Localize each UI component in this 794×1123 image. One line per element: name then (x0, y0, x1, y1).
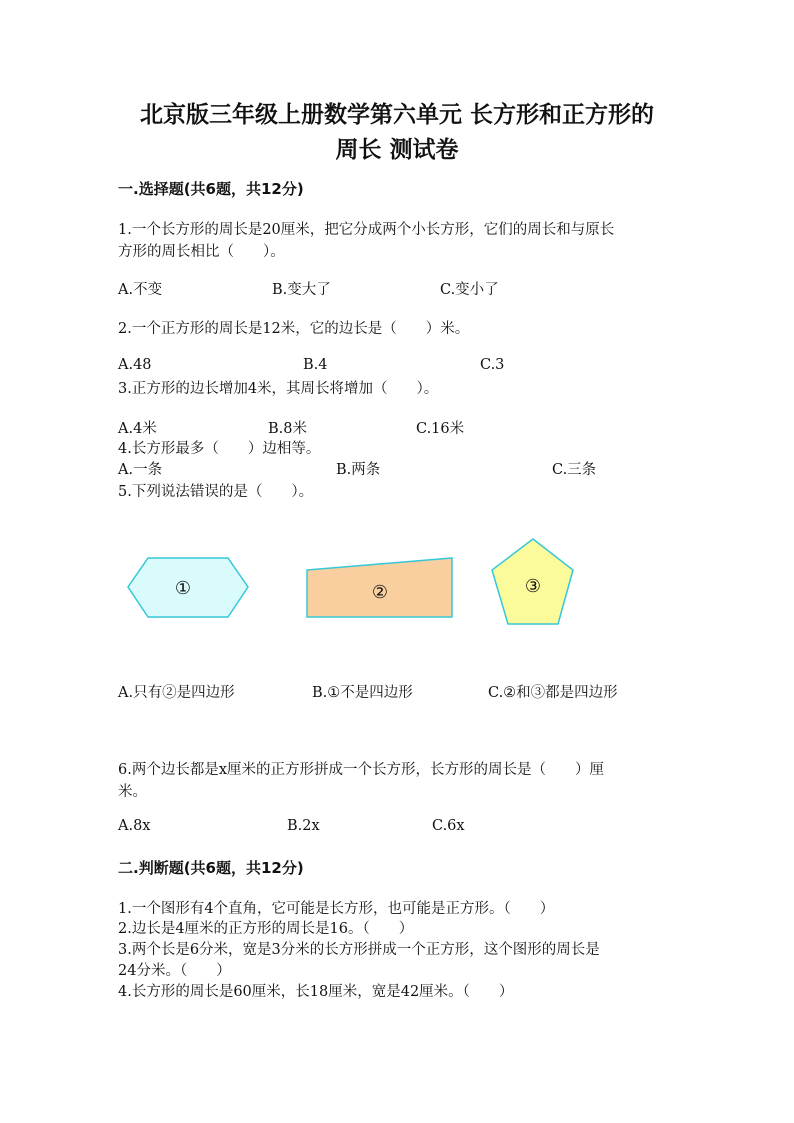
question-2-option-b: B.4 (303, 357, 328, 373)
question-4-text: 4.长方形最多（ ）边相等。 (118, 441, 321, 457)
question-5-option-b: B.①不是四边形 (312, 685, 413, 701)
judgement-3-text-line-2: 24分米。（ ） (118, 963, 231, 979)
question-5-option-a: A.只有②是四边形 (118, 685, 235, 701)
question-6-text-line-2: 米。 (118, 784, 147, 800)
question-1-text-line-1: 1.一个长方形的周长是20厘米，把它分成两个小长方形，它们的周长和与原长 (118, 222, 615, 238)
question-6-option-c: C.6x (432, 818, 465, 834)
question-3-text: 3.正方形的边长增加4米，其周长将增加（ ）。 (118, 381, 439, 397)
section-2-heading: 二.判断题(共6题，共12分) (118, 859, 304, 877)
question-5-option-c: C.②和③都是四边形 (488, 685, 618, 701)
figure-2-quadrilateral (307, 558, 452, 617)
question-1-option-c: C.变小了 (440, 282, 499, 298)
judgement-3-text-line-1: 3.两个长是6分米，宽是3分米的长方形拼成一个正方形，这个图形的周长是 (118, 942, 600, 958)
question-1-text-line-2: 方形的周长相比（ ）。 (118, 244, 285, 260)
page-title-line-2: 周长 测试卷 (335, 137, 459, 163)
question-4-option-a: A.一条 (118, 462, 163, 478)
page-title-line-1: 北京版三年级上册数学第六单元 长方形和正方形的 (139, 102, 654, 128)
question-3-option-c: C.16米 (416, 421, 465, 437)
judgement-2-text: 2.边长是4厘米的正方形的周长是16。（ ） (118, 921, 414, 937)
question-6-option-b: B.2x (287, 818, 320, 834)
question-1-option-b: B.变大了 (272, 282, 331, 298)
section-1-heading: 一.选择题(共6题，共12分) (118, 180, 304, 198)
question-4-option-c: C.三条 (552, 462, 597, 478)
judgement-4-text: 4.长方形的周长是60厘米，长18厘米，宽是42厘米。（ ） (118, 984, 514, 1000)
question-6-text-line-1: 6.两个边长都是x厘米的正方形拼成一个长方形，长方形的周长是（ ）厘 (118, 762, 605, 778)
question-4-option-b: B.两条 (336, 462, 381, 478)
question-2-option-c: C.3 (480, 357, 505, 373)
figure-3-pentagon (492, 539, 573, 624)
figure-1-label: ① (174, 578, 192, 599)
figure-3-label: ③ (524, 576, 542, 597)
question-2-text: 2.一个正方形的周长是12米，它的边长是（ ）米。 (118, 321, 470, 337)
question-6-option-a: A.8x (118, 818, 151, 834)
question-3-option-b: B.8米 (268, 421, 307, 437)
figure-1-hexagon (128, 558, 248, 617)
question-5-text: 5.下列说法错误的是（ ）。 (118, 484, 314, 500)
question-2-option-a: A.48 (118, 357, 152, 373)
question-3-option-a: A.4米 (118, 421, 157, 437)
question-5-figures (0, 530, 794, 650)
figure-2-label: ② (371, 582, 389, 603)
question-1-option-a: A.不变 (118, 282, 163, 298)
judgement-1-text: 1.一个图形有4个直角，它可能是长方形，也可能是正方形。（ ） (118, 901, 555, 917)
